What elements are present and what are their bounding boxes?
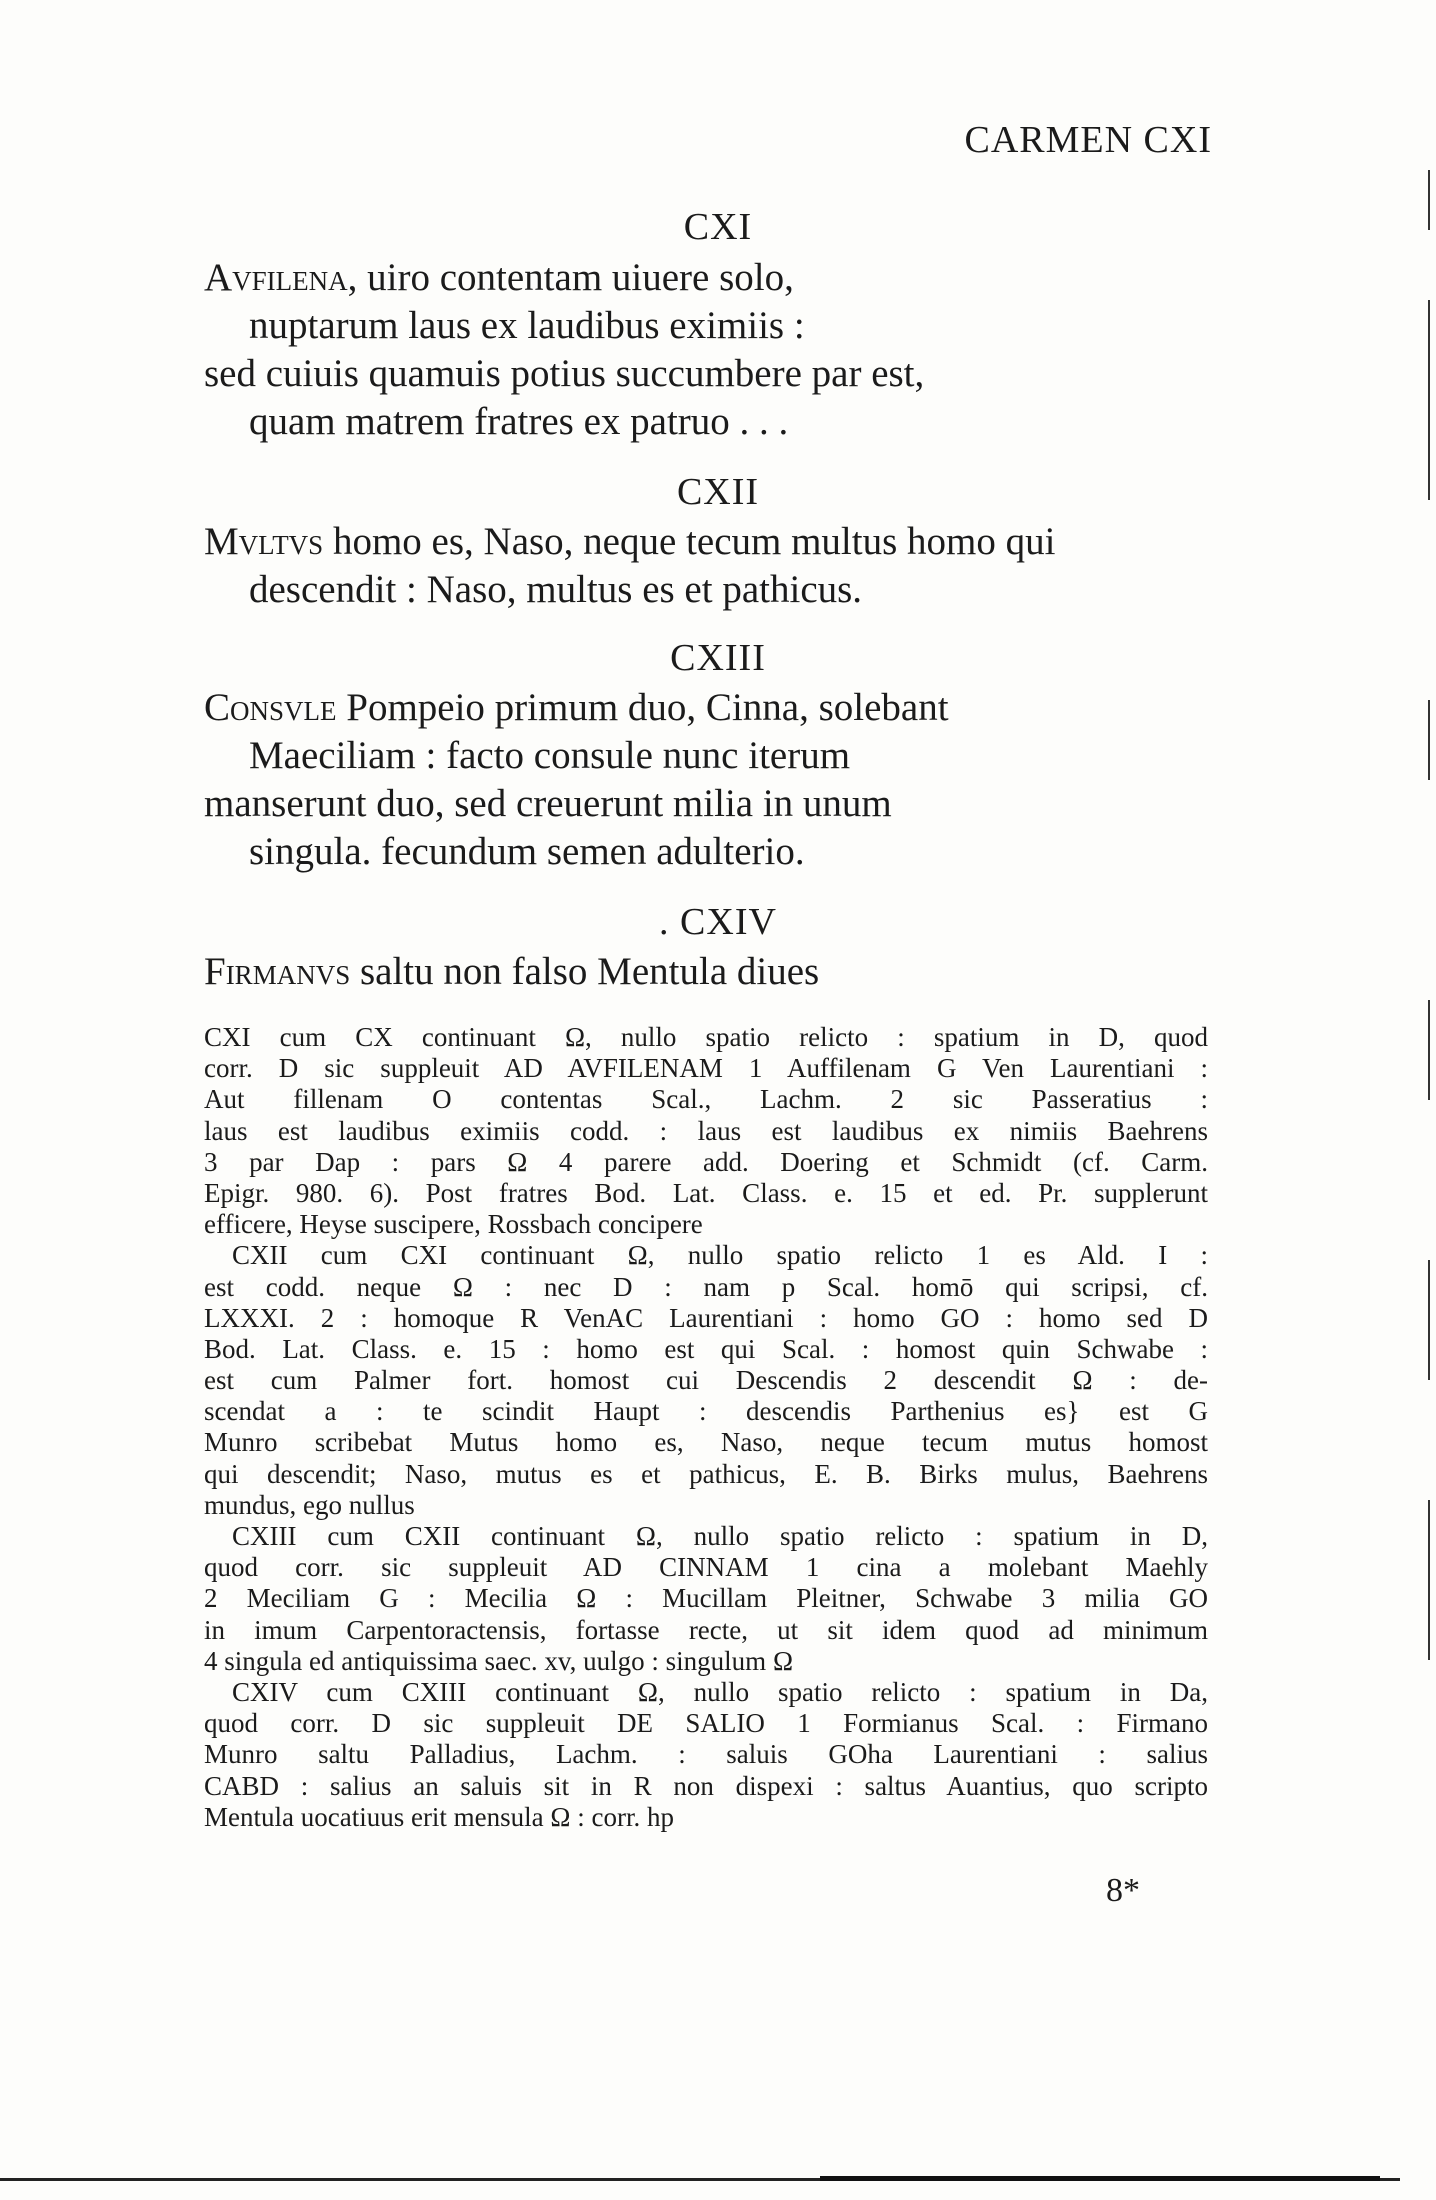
apparatus-line: Munro saltu Palladius, Lachm. : saluis GOha Laurentiani : salius [204,1739,1208,1770]
running-head: CARMEN CXI [964,119,1212,161]
critical-apparatus [204,1022,1208,1833]
apparatus-line: Munro scribebat Mutus homo es, Naso, neque tecum mutus homost [204,1427,1208,1458]
verse-text: Pompeio primum duo, Cinna, solebant [336,686,949,729]
apparatus-line: qui descendit; Naso, mutus es et pathicus, E. B. Birks mulus, Baehrens [204,1458,1208,1489]
verse-text: saltu non falso Mentula diues [350,950,820,993]
poem-title-cxi: CXI [683,206,753,248]
verse-line [204,688,949,727]
bottom-rule-heavy [820,2176,1380,2181]
margin-mark [1428,1260,1430,1380]
apparatus-line: efficere, Heyse suscipere, Rossbach concipere [204,1209,703,1240]
apparatus-line: in imum Carpentoractensis, fortasse recte, ut sit idem quod ad minimum [204,1614,1208,1645]
apparatus-line: 4 singula ed antiquissima saec. xv, uulgo : singulum Ω [204,1645,794,1676]
verse-incipit: Consvle [204,686,337,729]
poem-title-cxii: CXII [676,471,760,513]
verse-line: quam matrem fratres ex patruo . . . [249,400,789,443]
apparatus-line: corr. D sic suppleuit AD AVFILENAM 1 Auffilenam G Ven Laurentiani : [204,1053,1208,1084]
apparatus-line: Aut fillenam O contentas Scal., Lachm. 2 sic Passeratius : [204,1084,1208,1115]
verse-line: manserunt duo, sed creuerunt milia in unum [204,782,892,825]
apparatus-line: CXII cum CXI continuant Ω, nullo spatio relicto 1 es Ald. I : [232,1240,1208,1271]
poem-title-cxiv: . CXIV [659,901,777,943]
verse-incipit: Mvltvs [204,520,324,563]
apparatus-line: quod corr. D sic suppleuit DE SALIO 1 Formianus Scal. : Firmano [204,1708,1208,1739]
apparatus-line: quod corr. sic suppleuit AD CINNAM 1 cina a molebant Maehly [204,1552,1208,1583]
margin-mark [1428,1000,1430,1100]
apparatus-line: CXI cum CX continuant Ω, nullo spatio relicto : spatium in D, quod [204,1022,1208,1052]
verse-line: sed cuiuis quamuis potius succumbere par est, [204,352,925,395]
apparatus-line: Bod. Lat. Class. e. 15 : homo est qui Scal. : homost quin Schwabe : [204,1333,1208,1364]
apparatus-line: LXXXI. 2 : homoque R VenAC Laurentiani : homo GO : homo sed D [204,1302,1208,1333]
verse-incipit: Firmanvs [204,950,351,993]
margin-mark [1428,700,1430,780]
verse-line: descendit : Naso, multus es et pathicus. [249,568,863,611]
margin-mark [1428,1500,1430,1660]
margin-mark [1428,300,1430,500]
verse-line [204,522,1055,561]
verse-incipit: Avfilena [204,256,348,299]
apparatus-line: CABD : salius an saluis sit in R non dispexi : saltus Auantius, quo scripto [204,1770,1208,1801]
apparatus-line: mundus, ego nullus [204,1489,415,1520]
verse-text: , uiro contentam uiuere solo, [347,256,794,299]
verse-line: Maeciliam : facto consule nunc iterum [249,734,851,777]
verse-line [204,952,819,991]
apparatus-line: scendat a : te scindit Haupt : descendis Parthenius es} est G [204,1396,1208,1427]
apparatus-line: CXIII cum CXII continuant Ω, nullo spatio relicto : spatium in D, [232,1521,1208,1551]
verse-text: homo es, Naso, neque tecum multus homo qui [323,520,1056,563]
apparatus-line: est cum Palmer fort. homost cui Descendis 2 descendit Ω : de- [204,1365,1208,1396]
page-number: 8* [1106,1872,1140,1909]
poem-title-cxiii: CXIII [670,637,766,679]
apparatus-line: Epigr. 980. 6). Post fratres Bod. Lat. Class. e. 15 et ed. Pr. supplerunt [204,1177,1208,1208]
apparatus-line: Mentula uocatiuus erit mensula Ω : corr. hp [204,1801,674,1832]
apparatus-line: CXIV cum CXIII continuant Ω, nullo spatio relicto : spatium in Da, [232,1676,1208,1707]
apparatus-line: est codd. neque Ω : nec D : nam p Scal. homō qui scripsi, cf. [204,1271,1208,1302]
verse-line: singula. fecundum semen adulterio. [249,830,805,873]
apparatus-line: 3 par Dap : pars Ω 4 parere add. Doering et Schmidt (cf. Carm. [204,1146,1208,1177]
verse-line [204,258,794,297]
margin-mark [1428,170,1430,230]
apparatus-line: 2 Meciliam G : Mecilia Ω : Mucillam Pleitner, Schwabe 3 milia GO [204,1583,1208,1614]
apparatus-line: laus est laudibus eximiis codd. : laus est laudibus ex nimiis Baehrens [204,1115,1208,1146]
verse-line: nuptarum laus ex laudibus eximiis : [249,304,805,347]
